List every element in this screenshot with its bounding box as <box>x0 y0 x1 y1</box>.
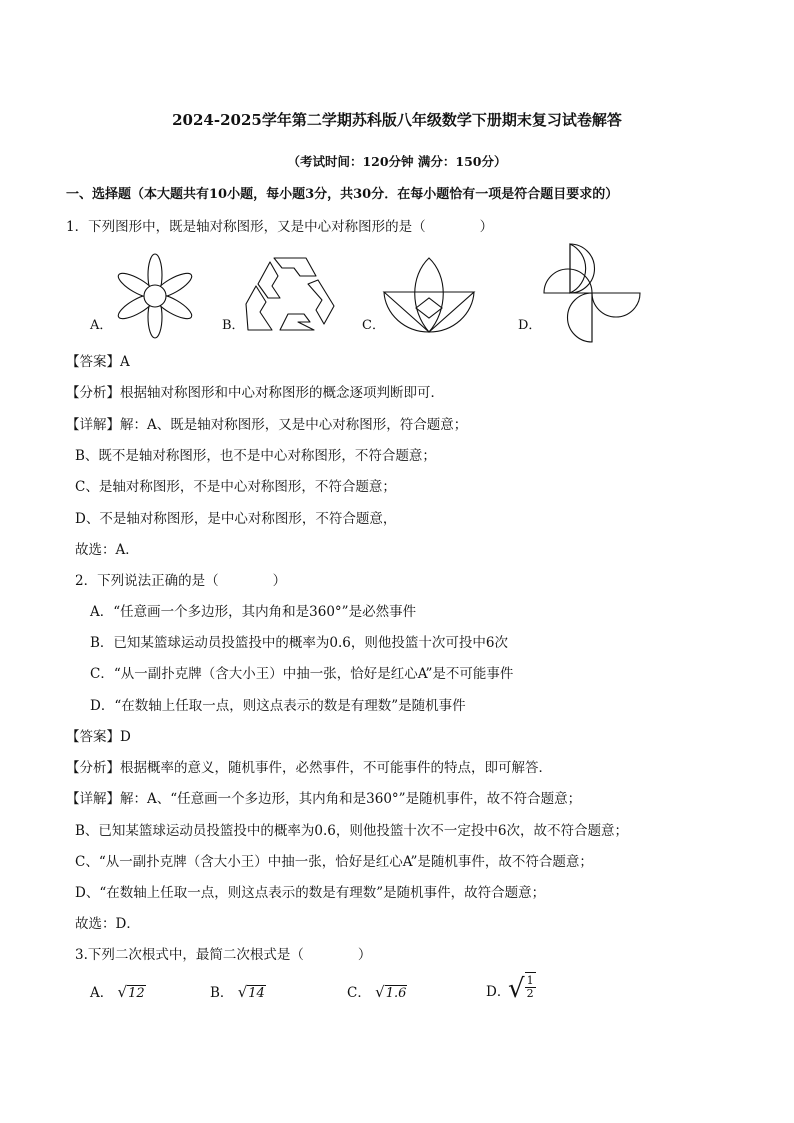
q2-analysis: 【分析】根据概率的意义，随机事件，必然事件，不可能事件的特点，即可解答． <box>66 760 552 776</box>
q3-option-d <box>486 983 510 1001</box>
question-1-stem: 1．下列图形中，既是轴对称图形，又是中心对称图形的是（ ） <box>66 219 494 235</box>
page-title: 2024-2025学年第二学期苏科版八年级数学下册期末复习试卷解答 <box>172 111 622 129</box>
pinwheel-figure <box>542 242 642 344</box>
question-2-stem: 2．下列说法正确的是（ ） <box>75 573 287 589</box>
q1-detail: 【详解】解：A、既是轴对称图形，又是中心对称图形，符合题意； <box>66 417 468 433</box>
section-heading: 一、选择题（本大题共有10小题，每小题3分，共30分．在每小题恰有一项是符合题目要求的） <box>66 187 619 202</box>
lotus-figure <box>382 254 476 334</box>
q1-detail-d: D、不是轴对称图形，是中心对称图形，不符合题意， <box>75 511 397 527</box>
q3-option-c <box>347 983 407 1002</box>
recycle-figure <box>244 254 336 334</box>
exam-info: （考试时间：120分钟 满分：150分） <box>287 154 507 169</box>
q3-option-a-label: A． <box>90 985 114 1001</box>
q2-option-d: D．“在数轴上任取一点，则这点表示的数是有理数”是随机事件 <box>90 698 466 714</box>
q1-analysis: 【分析】根据轴对称图形和中心对称图形的概念逐项判断即可． <box>66 385 444 401</box>
q2-detail-c: C、“从一副扑克牌（含大小王）中抽一张，恰好是红心A”是随机事件，故不符合题意； <box>75 854 593 870</box>
q2-option-a: A．“任意画一个多边形，其内角和是360°”是必然事件 <box>90 604 417 620</box>
q2-option-b: B．已知某篮球运动员投篮投中的概率为0.6，则他投篮十次可投中6次 <box>90 635 508 651</box>
q2-detail-b: B、已知某篮球运动员投篮投中的概率为0.6，则他投篮十次不一定投中6次，故不符合题意； <box>75 823 628 839</box>
q1-detail-b: B、既不是轴对称图形，也不是中心对称图形，不符合题意； <box>75 448 436 464</box>
radical-sqrt-1-6: √ 1.6 <box>375 983 407 1001</box>
q1-option-d-label: D． <box>518 318 542 333</box>
q2-detail-d: D、“在数轴上任取一点，则这点表示的数是有理数”是随机事件，故符合题意； <box>75 885 546 901</box>
q1-option-a-label: A． <box>90 318 113 333</box>
question-3-stem: 3.下列二次根式中，最简二次根式是（ ） <box>75 947 372 963</box>
radical-sqrt-14: √ 14 <box>237 983 265 1001</box>
q2-detail: 【详解】解：A、“任意画一个多边形，其内角和是360°”是随机事件，故不符合题意； <box>66 791 582 807</box>
radical-sqrt-12: √ 12 <box>117 983 145 1001</box>
q3-option-c-label: C． <box>347 985 371 1001</box>
flower-figure <box>110 250 200 342</box>
radical-sqrt-one-half: √ $\frac{1}{2}$ <box>508 974 534 1004</box>
q1-option-c-label: C． <box>362 318 385 333</box>
q2-choose: 故选：D． <box>75 916 140 932</box>
q3-option-b <box>210 983 266 1002</box>
q1-detail-c: C、是轴对称图形，不是中心对称图形，不符合题意； <box>75 479 396 495</box>
q2-option-c: C．“从一副扑克牌（含大小王）中抽一张，恰好是红心A”是不可能事件 <box>90 666 514 682</box>
q1-choose: 故选：A． <box>75 542 139 558</box>
q1-answer: 【答案】A <box>66 354 130 370</box>
q1-option-b-label: B． <box>222 318 245 333</box>
q2-answer: 【答案】D <box>66 729 131 745</box>
q3-option-d-label: D． <box>486 984 511 1000</box>
q3-option-a <box>90 983 146 1002</box>
q3-option-b-label: B． <box>210 985 234 1001</box>
